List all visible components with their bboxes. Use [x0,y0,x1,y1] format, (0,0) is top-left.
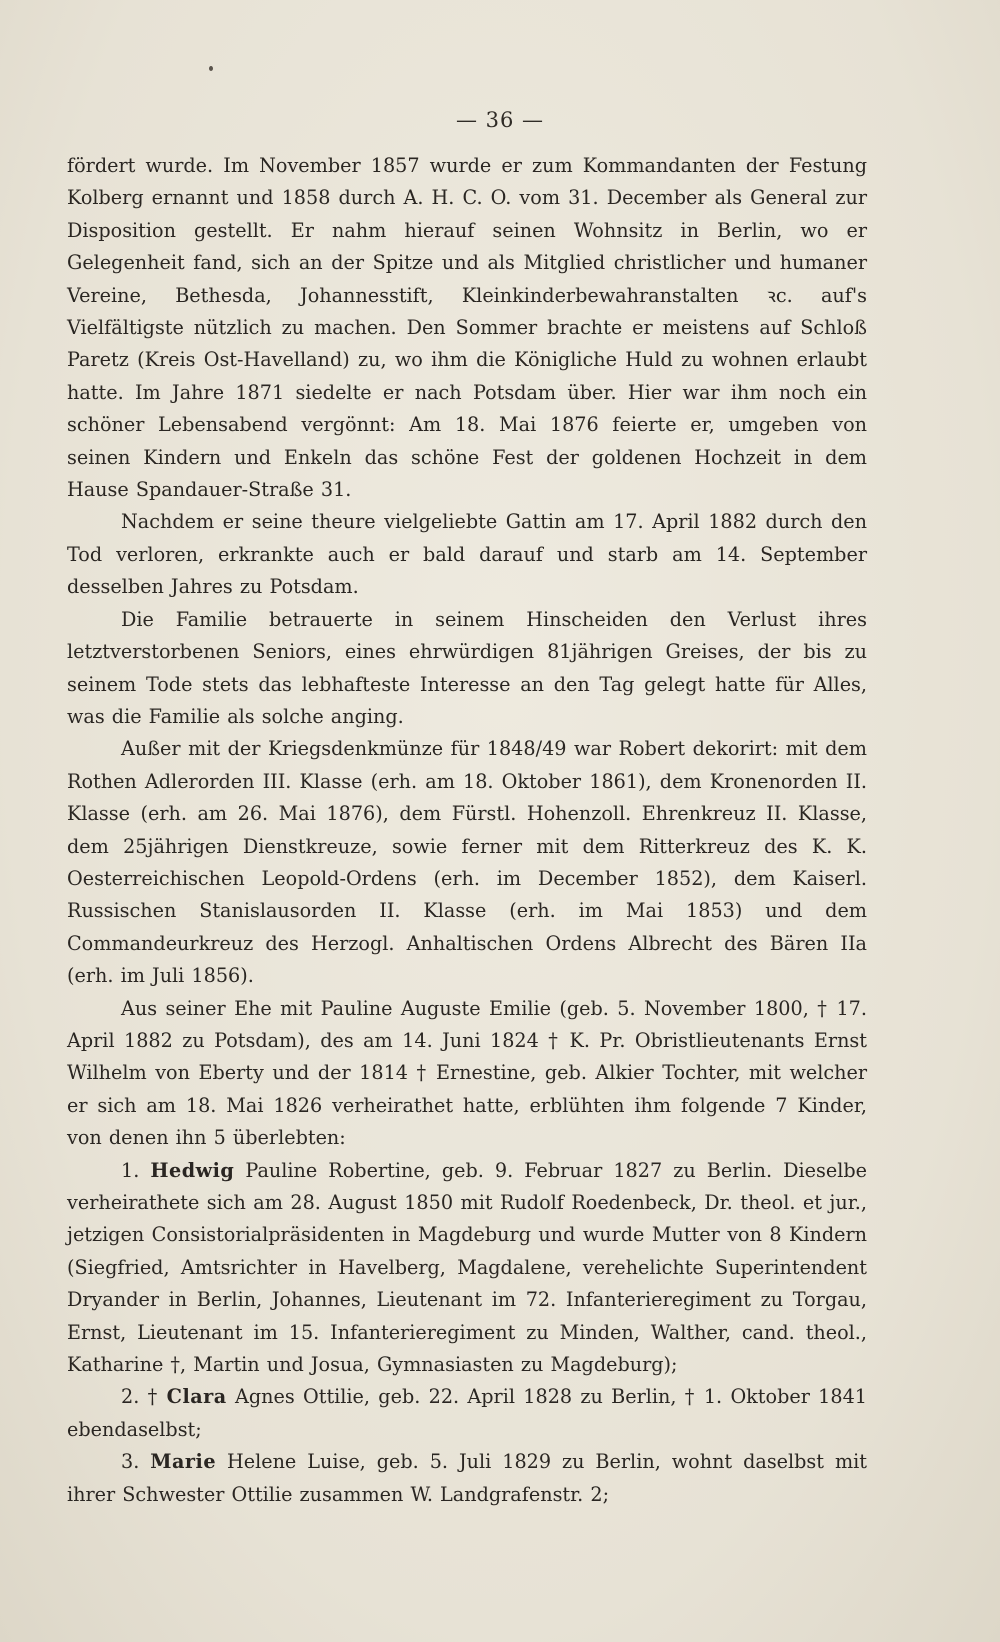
paragraph-3: Die Familie betrauerte in seinem Hinscheiden den Verlust ihres letztverstorbenen Seniors, eines ehrwürdigen 81jährigen Greises, der bis zu seinem Tode stets das lebhafteste Interesse an den Tag gelegt hatte für Alles, was die Familie als solche anging. [67,607,867,728]
paragraph-5: Aus seiner Ehe mit Pauline Auguste Emilie (geb. 5. November 1800, † 17. April 1882 zu Potsdam), des am 14. Juni 1824 † K. Pr. Obristlieutenants Ernst Wilhelm von Eberty und der 1814 † Ernestine, geb. Alkier Tochter, mit welcher er sich am 18. Mai 1826 verheirathet hatte, erblühten ihm folgende 7 Kinder, von denen ihn 5 überlebten: [67,996,867,1150]
child-description: Pauline Robertine, geb. 9. Februar 1827 zu Berlin. Dieselbe verheirathete sich am 28. August 1850 mit Rudolf Roedenbeck, Dr. theol. et jur., jetzigen Consistorialpräsidenten in Magdeburg und wurde Mutter von 8 Kindern (Siegfried, Amtsrichter in Havelberg, Magdalene, verehelichte Superintendent Dryander in Berlin, Johannes, Lieutenant im 72. Infanterieregiment zu Torgau, Ernst, Lieutenant im 15. Infanterieregiment zu Minden, Walther, cand. theol., Katharine †, Martin und Josua, Gymnasiasten zu Magdeburg); [67,1158,868,1377]
child-number: 3. [121,1450,140,1474]
child-name: Marie [150,1450,217,1474]
paragraph-1: fördert wurde. Im November 1857 wurde er zum Kommandanten der Festung Kolberg ernannt und 1858 durch A. H. C. O. vom 31. December als General zur Disposition gestellt. Er nahm hierauf seinen Wohnsitz in Berlin, wo er Gelegenheit fand, sich an der Spitze und als Mitglied christlicher und humaner Vereine, Bethesda, Johannesstift, Kleinkinderbewahranstalten ꝛc. auf's Vielfältigste nützlich zu machen. Den Sommer brachte er meistens auf Schloß Paretz (Kreis Ost-Havelland) zu, wo ihm die Königliche Huld zu wohnen erlaubt hatte. Im Jahre 1871 siedelte er nach Potsdam über. Hier war ihm noch ein schöner Lebensabend vergönnt: Am 18. Mai 1876 feierte er, umgeben von seinen Kindern und Enkeln das schöne Fest der goldenen Hochzeit in dem Hause Spandauer-Straße 31. [67,154,867,502]
ink-speck [209,66,213,71]
body-text [67,150,867,1511]
child-description: Helene Luise, geb. 5. Juli 1829 zu Berlin, wohnt daselbst mit ihrer Schwester Ottilie zusammen W. Landgrafenstr. 2; [67,1450,867,1506]
child-entry-1 [67,1155,867,1382]
child-name: Clara [166,1385,227,1409]
child-description: Agnes Ottilie, geb. 22. April 1828 zu Berlin, † 1. Oktober 1841 ebendaselbst; [67,1385,867,1441]
child-number: 1. [121,1158,140,1182]
child-name: Hedwig [150,1158,235,1182]
page-number: — 36 — [455,108,545,132]
child-entry-2 [67,1381,867,1446]
paragraph-2: Nachdem er seine theure vielgeliebte Gattin am 17. April 1882 durch den Tod verloren, erkrankte auch er bald darauf und starb am 14. September desselben Jahres zu Potsdam. [67,510,867,599]
paragraph-4: Außer mit der Kriegsdenkmünze für 1848/49 war Robert dekorirt: mit dem Rothen Adlerorden III. Klasse (erh. am 18. Oktober 1861), dem Kronenorden II. Klasse (erh. am 26. Mai 1876), dem Fürstl. Hohenzoll. Ehrenkreuz II. Klasse, dem 25jährigen Dienstkreuze, sowie ferner mit dem Ritterkreuz des K. K. Oesterreichischen Leopold-Ordens (erh. im December 1852), dem Kaiserl. Russischen Stanislausorden II. Klasse (erh. im Mai 1853) und dem Commandeurkreuz des Herzogl. Anhaltischen Ordens Albrecht des Bären IIa (erh. im Juli 1856). [67,737,867,988]
child-number: 2. † [121,1385,159,1409]
child-entry-3 [67,1446,867,1511]
